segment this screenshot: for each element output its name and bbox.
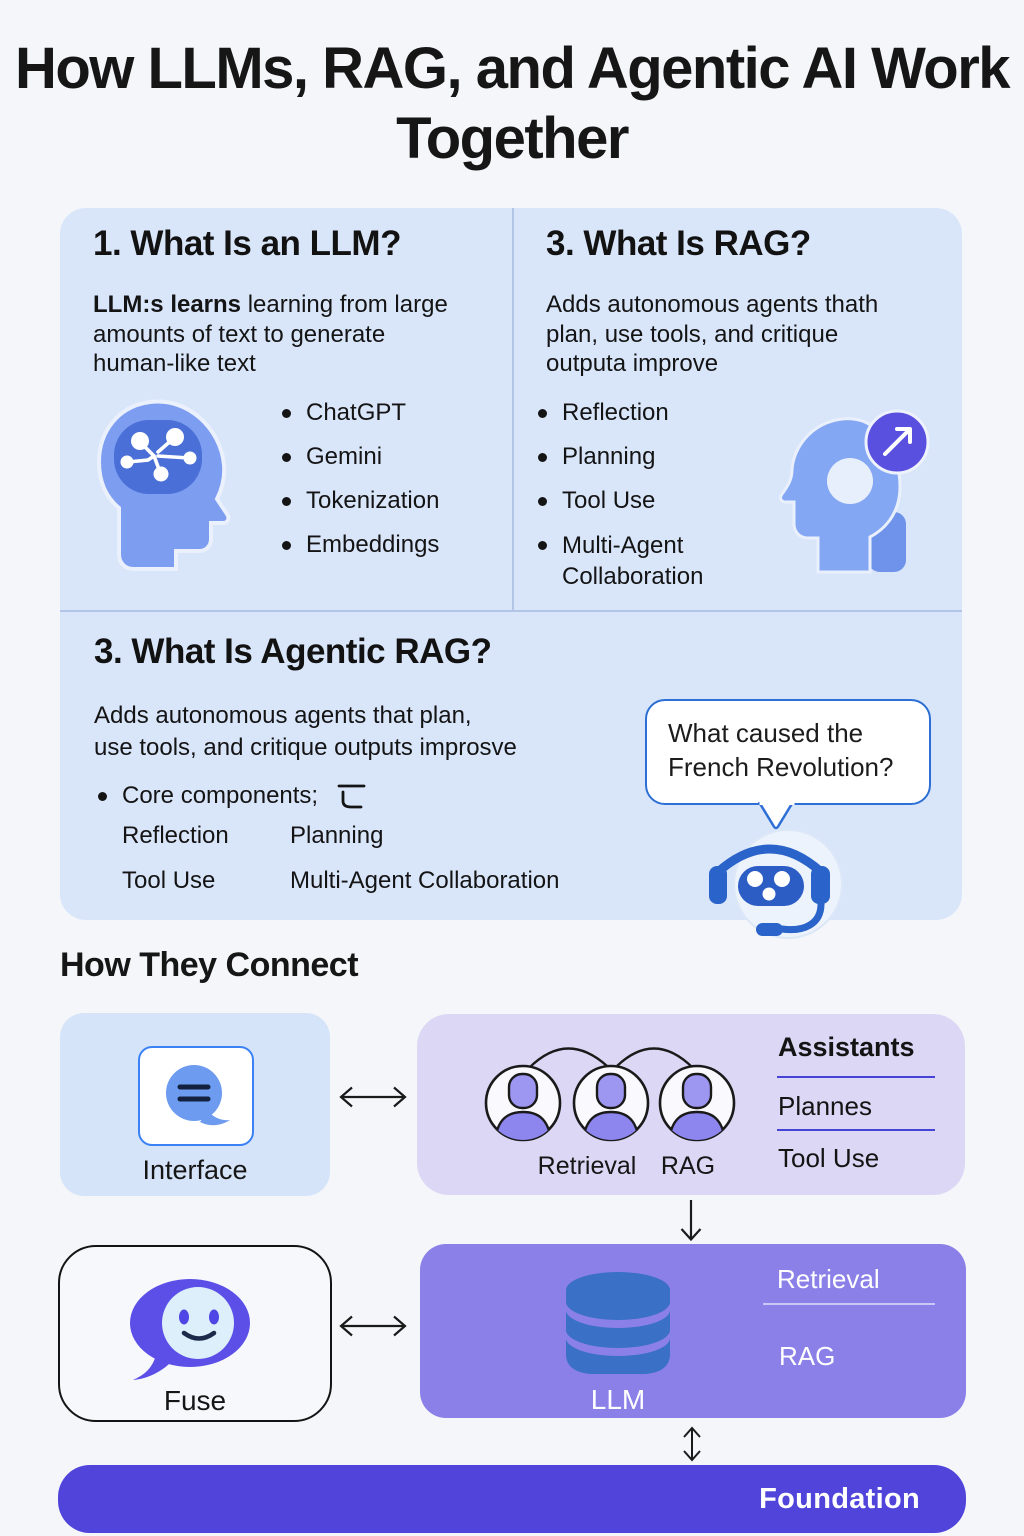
foundation-label: Foundation [759,1483,920,1515]
bullet-dot [538,497,547,506]
llm-body-line1: LLM:s learns learning from large [93,291,448,318]
core-components-label: Core components; [122,782,319,809]
llm-list-item: RAG [779,1341,836,1371]
bullet-dot [538,453,547,462]
grid-item: Multi-Agent Collaboration [290,867,560,894]
bullet-dot [282,497,291,506]
core-components-grid [122,822,559,895]
rag-label: RAG [660,1152,716,1180]
list-item: Reflection [538,391,790,435]
list-item: Multi-Agent Collaboration [538,523,790,592]
smiley-chat-bubble-icon [124,1275,264,1385]
bullet-dot [282,409,291,418]
list-divider [777,1076,935,1078]
bullet-dot [282,541,291,550]
llm-list-item: Retrieval [777,1264,880,1294]
llm-section-heading: 1. What Is an LLM? [93,224,401,263]
page-title: How LLMs, RAG, and Agentic AI Work Together [14,36,1010,171]
head-with-arrow-badge-icon [776,404,934,578]
rag-section-heading: 3. What Is RAG? [546,224,811,263]
llm-box [420,1244,966,1418]
connect-heading: How They Connect [60,946,359,984]
bullet-dot [538,541,547,550]
list-item: Embeddings [282,523,439,567]
list-item: Tokenization [282,479,439,523]
list-item: Gemini [282,435,439,479]
interface-icon-card [138,1046,254,1146]
down-arrow-icon [678,1198,704,1244]
agents-list-item: Tool Use [778,1143,880,1173]
rag-section-body: Adds autonomous agents thath plan, use tools, and critique outputa improve [546,291,879,377]
speech-bubble: What caused the French Revolution? [645,699,931,805]
up-down-arrow-icon [681,1425,703,1463]
horizontal-divider [60,610,962,612]
chatbot-headset-icon [708,826,868,948]
grid-item: Reflection [122,822,229,849]
foundation-bar [58,1465,966,1533]
list-item: Planning [538,435,790,479]
llm-body-line2: amounts of text to generate [93,320,386,348]
cjk-glyph-icon [335,782,367,810]
three-person-avatars-icon [461,1038,761,1154]
bullet-dot [282,453,291,462]
retrieval-label: Retrieval [537,1152,637,1180]
list-item: Tool Use [538,479,790,523]
interface-label: Interface [142,1155,248,1185]
chat-bubble-icon [158,1063,234,1129]
llm-bullet-list [282,391,439,567]
left-right-arrow-icon [333,1083,413,1111]
agents-box [417,1014,965,1195]
head-with-neural-network-icon [88,394,256,578]
list-item: ChatGPT [282,391,439,435]
core-components-line [98,782,367,810]
list-divider [777,1129,935,1131]
llm-body-line3: human-like text [93,350,256,377]
bullet-dot [98,792,107,801]
left-right-arrow-icon [333,1312,413,1340]
llm-label: LLM [590,1384,646,1415]
agentic-section-body: Adds autonomous agents that plan, use tools, and critique outputs improsve [94,702,517,761]
rag-bullet-list [538,391,790,592]
vertical-divider [512,208,514,610]
grid-item: Tool Use [122,867,216,894]
fuse-box [58,1245,332,1422]
agentic-section-heading: 3. What Is Agentic RAG? [94,632,492,671]
topics-panel [60,208,962,920]
fuse-label: Fuse [163,1385,227,1416]
llm-section-body [93,290,448,379]
interface-box [60,1013,330,1196]
agents-list-item: Assistants [778,1032,915,1062]
agents-list-item: Plannes [778,1091,872,1121]
grid-item: Planning [290,822,384,849]
bullet-dot [538,409,547,418]
database-icon [561,1266,675,1378]
list-divider [763,1303,935,1305]
